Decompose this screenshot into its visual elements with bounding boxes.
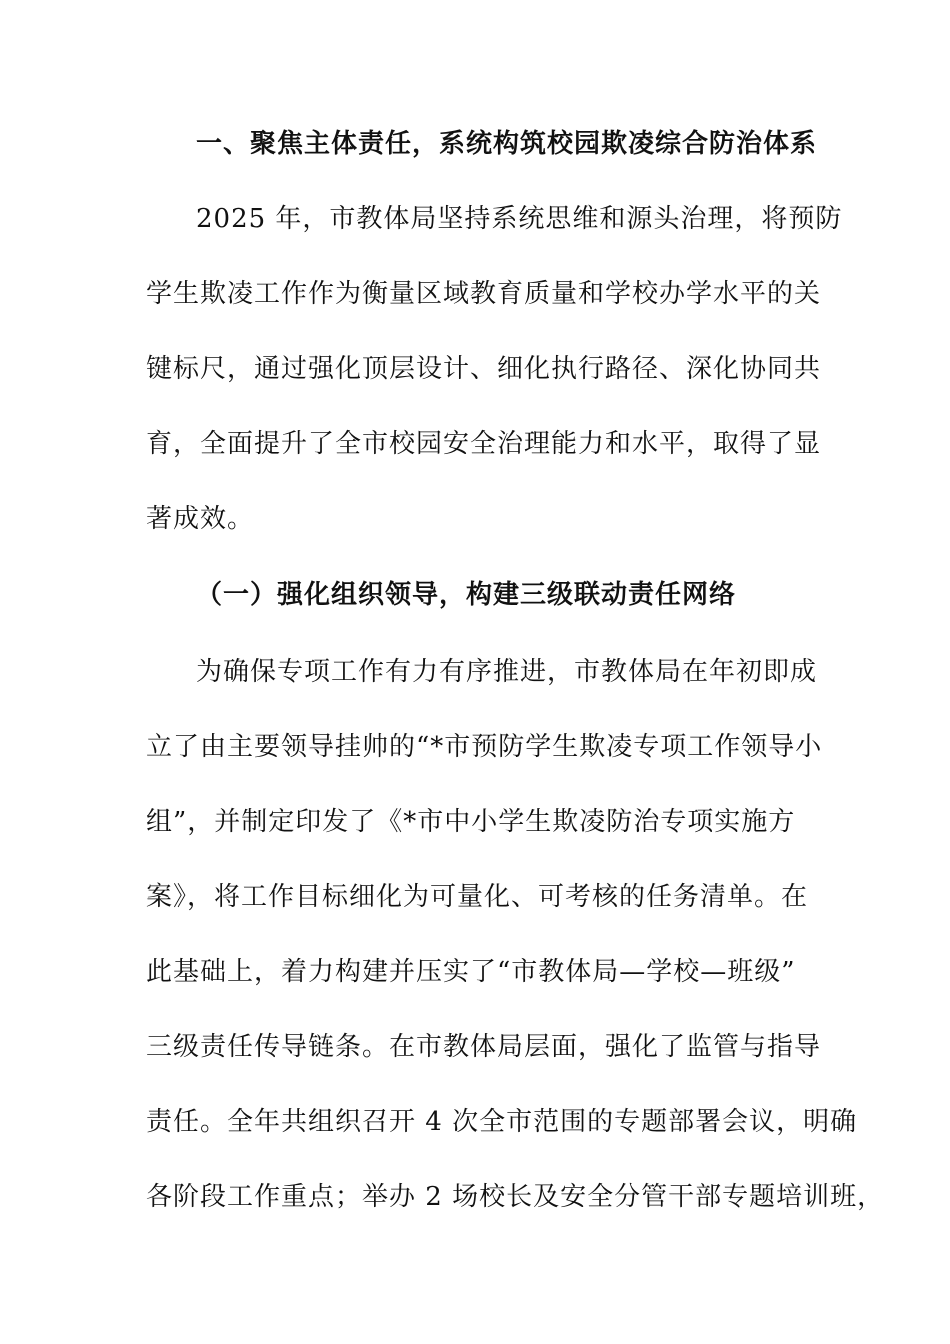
- section-heading: 一、聚焦主体责任，系统构筑校园欺凌综合防治体系: [196, 129, 818, 159]
- paragraph-line: 学生欺凌工作作为衡量区域教育质量和学校办学水平的关: [146, 279, 822, 309]
- paragraph-line: 三级责任传导链条。在市教体局层面，强化了监管与指导: [146, 1032, 822, 1062]
- paragraph-line: 此基础上，着力构建并压实了“市教体局—学校—班级”: [146, 957, 796, 987]
- paragraph-line: 案》，将工作目标细化为可量化、可考核的任务清单。在: [146, 882, 809, 912]
- paragraph-line: 立了由主要领导挂帅的“*市预防学生欺凌专项工作领导小: [146, 732, 823, 762]
- paragraph-line: 为确保专项工作有力有序推进，市教体局在年初即成: [196, 657, 818, 687]
- paragraph-line: 组”，并制定印发了《*市中小学生欺凌防治专项实施方: [146, 807, 796, 837]
- paragraph-line: 育，全面提升了全市校园安全治理能力和水平，取得了显: [146, 429, 822, 459]
- paragraph-line: 2025 年，市教体局坚持系统思维和源头治理，将预防: [196, 204, 843, 234]
- paragraph-line: 键标尺，通过强化顶层设计、细化执行路径、深化协同共: [146, 354, 822, 384]
- paragraph-line: 责任。全年共组织召开 4 次全市范围的专题部署会议，明确: [146, 1107, 858, 1137]
- paragraph-line: 各阶段工作重点；举办 2 场校长及安全分管干部专题培训班，: [146, 1182, 885, 1212]
- subsection-heading: （一）强化组织领导，构建三级联动责任网络: [196, 580, 737, 610]
- paragraph-line: 著成效。: [146, 504, 255, 534]
